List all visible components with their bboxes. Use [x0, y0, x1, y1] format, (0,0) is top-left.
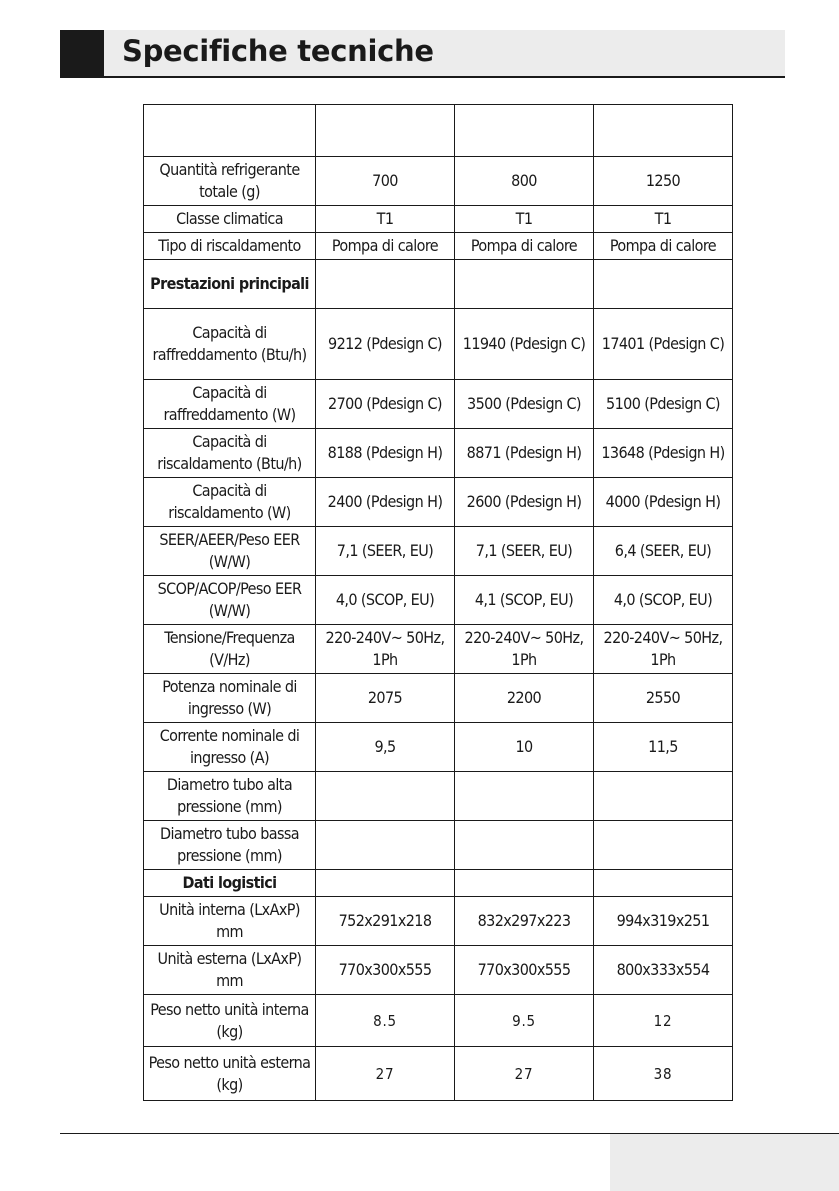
cell-value: 8871 (Pdesign H): [455, 429, 594, 478]
cell-value: 4,0 (SCOP, EU): [316, 576, 455, 625]
cell-value: T1: [455, 206, 594, 233]
row-label: Tipo di riscaldamento: [144, 233, 316, 260]
row-label: Capacità di riscaldamento (W): [144, 478, 316, 527]
cell-value: 832x297x223: [455, 897, 594, 946]
cell-value: [455, 821, 594, 870]
cell-value: 6,4 (SEER, EU): [594, 527, 733, 576]
cell-value: 12: [594, 995, 733, 1047]
row-label: Tensione/Frequenza (V/Hz): [144, 625, 316, 674]
table-row: [144, 429, 733, 478]
cell-value: 4,0 (SCOP, EU): [594, 576, 733, 625]
cell-value: 994x319x251: [594, 897, 733, 946]
row-label: Diametro tubo bassa pressione (mm): [144, 821, 316, 870]
cell-value: 2200: [455, 674, 594, 723]
cell-value: [594, 260, 733, 309]
cell-value: 700: [316, 157, 455, 206]
cell-value: 220-240V~ 50Hz, 1Ph: [316, 625, 455, 674]
section-label: Dati logistici: [144, 870, 316, 897]
cell-value: 770x300x555: [316, 946, 455, 995]
cell-value: 7,1 (SEER, EU): [455, 527, 594, 576]
cell-value: 8.5: [316, 995, 455, 1047]
table-row: [144, 674, 733, 723]
row-label: Peso netto unità interna (kg): [144, 995, 316, 1047]
table-row: [144, 309, 733, 380]
cell-value: 2075: [316, 674, 455, 723]
cell-value: 7,1 (SEER, EU): [316, 527, 455, 576]
cell-value: 9.5: [455, 995, 594, 1047]
table-row: [144, 946, 733, 995]
cell-value: 1250: [594, 157, 733, 206]
cell-value: 2400 (Pdesign H): [316, 478, 455, 527]
cell-value: 8188 (Pdesign H): [316, 429, 455, 478]
cell-value: [594, 870, 733, 897]
table-row: [144, 233, 733, 260]
section-header: [60, 30, 785, 78]
cell-value: 220-240V~ 50Hz, 1Ph: [455, 625, 594, 674]
footer-page-box: [610, 1134, 839, 1191]
row-label: Peso netto unità esterna (kg): [144, 1047, 316, 1101]
cell-value: [316, 772, 455, 821]
table-row: [144, 1047, 733, 1101]
cell-value: T1: [594, 206, 733, 233]
cell-value: 800: [455, 157, 594, 206]
specifications-table: [143, 104, 733, 1101]
table-row: [144, 772, 733, 821]
cell-value: 10: [455, 723, 594, 772]
cell-value: 770x300x555: [455, 946, 594, 995]
cell-value: 2550: [594, 674, 733, 723]
table-section-row: [144, 260, 733, 309]
row-label: Corrente nominale di ingresso (A): [144, 723, 316, 772]
section-label: Prestazioni principali: [144, 260, 316, 309]
table-row: [144, 380, 733, 429]
cell-value: 9212 (Pdesign C): [316, 309, 455, 380]
cell-value: [316, 821, 455, 870]
cell-value: 3500 (Pdesign C): [455, 380, 594, 429]
row-label: Potenza nominale di ingresso (W): [144, 674, 316, 723]
cell-value: [594, 821, 733, 870]
row-label: Diametro tubo alta pressione (mm): [144, 772, 316, 821]
header-cell: [594, 105, 733, 157]
cell-value: 4000 (Pdesign H): [594, 478, 733, 527]
row-label: SCOP/ACOP/Peso EER (W/W): [144, 576, 316, 625]
row-label: Capacità di riscaldamento (Btu/h): [144, 429, 316, 478]
cell-value: 17401 (Pdesign C): [594, 309, 733, 380]
row-label: Quantità refrigerante totale (g): [144, 157, 316, 206]
header-cell: [316, 105, 455, 157]
table-row: [144, 478, 733, 527]
table-row: [144, 723, 733, 772]
page-title: Specifiche tecniche: [122, 34, 434, 68]
cell-value: [594, 772, 733, 821]
cell-value: 2700 (Pdesign C): [316, 380, 455, 429]
table-row: [144, 821, 733, 870]
cell-value: 11,5: [594, 723, 733, 772]
cell-value: 11940 (Pdesign C): [455, 309, 594, 380]
table-row: [144, 995, 733, 1047]
cell-value: 27: [316, 1047, 455, 1101]
header-marker: [60, 30, 104, 76]
cell-value: [455, 772, 594, 821]
cell-value: 38: [594, 1047, 733, 1101]
table-row: [144, 897, 733, 946]
cell-value: [455, 870, 594, 897]
cell-value: 752x291x218: [316, 897, 455, 946]
row-label: Capacità di raffreddamento (Btu/h): [144, 309, 316, 380]
table-row: [144, 157, 733, 206]
cell-value: [316, 870, 455, 897]
cell-value: 27: [455, 1047, 594, 1101]
cell-value: 2600 (Pdesign H): [455, 478, 594, 527]
header-cell: [455, 105, 594, 157]
cell-value: 220-240V~ 50Hz, 1Ph: [594, 625, 733, 674]
row-label: Unità esterna (LxAxP) mm: [144, 946, 316, 995]
cell-value: T1: [316, 206, 455, 233]
cell-value: 800x333x554: [594, 946, 733, 995]
row-label: Unità interna (LxAxP) mm: [144, 897, 316, 946]
cell-value: 4,1 (SCOP, EU): [455, 576, 594, 625]
header-cell: [144, 105, 316, 157]
table-row: [144, 527, 733, 576]
cell-value: [455, 260, 594, 309]
cell-value: 5100 (Pdesign C): [594, 380, 733, 429]
row-label: Capacità di raffreddamento (W): [144, 380, 316, 429]
cell-value: Pompa di calore: [455, 233, 594, 260]
table-header-row: [144, 105, 733, 157]
row-label: Classe climatica: [144, 206, 316, 233]
table-section-row: [144, 870, 733, 897]
table-row: [144, 625, 733, 674]
cell-value: Pompa di calore: [316, 233, 455, 260]
cell-value: Pompa di calore: [594, 233, 733, 260]
cell-value: [316, 260, 455, 309]
row-label: SEER/AEER/Peso EER (W/W): [144, 527, 316, 576]
table-row: [144, 576, 733, 625]
cell-value: 9,5: [316, 723, 455, 772]
table-row: [144, 206, 733, 233]
cell-value: 13648 (Pdesign H): [594, 429, 733, 478]
